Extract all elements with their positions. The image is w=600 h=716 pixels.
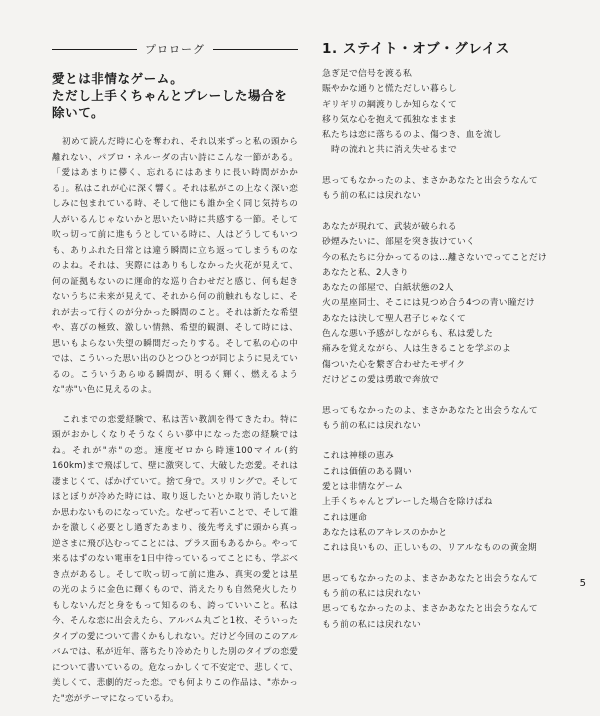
lyrics-column bbox=[322, 38, 580, 633]
prologue-paragraph: これまでの恋愛経験で、私は苦い教訓を得てきたわ。特に頭がおかしくなりそうなくらい夢中になった恋の経験ではね。それが"赤"の恋。速度ゼロから時速100マイル(約160km)まで飛ばして、壁に激突して、大破した恋愛。それは凄まじくて、ばかげていて。捨て身で。スリリングで。そしてほとぼりが冷めた時には、取り返したいとか取り消したいとか思わないものになっていた。なぜって若いことで、そして誰かを激しく必要とし過ぎたあまり、後先考えずに頭から真っ逆さまに飛び込むってことには、プラス面もあるから。やって来るはずのない電車を1日中待っているってことにも、学ぶべき点があるし。そして吹っ切って前に進み、真実の愛とは星の光のように金色に輝くもので、消えたりも自然発火したりもしないんだと身をもって知るのも、誇っていいこと。私は今、そんな恋に出会えたら、アルバム丸ごと1枚、そういったタイプの愛について書くかもしれない。だけど今回のこのアルバムでは、私が近年、落ちたり冷めたりした別のタイプの恋愛について書いているの。危なっかしくて不安定で、悲しくて、美しくて、悲劇的だった恋。でも何よりこの作品は、"赤かった"恋がテーマになっているわ。 bbox=[52, 414, 298, 704]
lyric-line: 火の星座同士、そこには見つめ合う4つの青い瞳だけ bbox=[322, 298, 535, 309]
prologue-title: プロローグ bbox=[145, 43, 205, 56]
stanza-gap bbox=[322, 205, 580, 220]
prologue-paragraph: 初めて読んだ時に心を奪われ、それ以来ずっと私の頭から離れない、パブロ・ネルーダの古い詩にこんな一節がある。「愛はあまりに儚く、忘れるにはあまりに長い時間がかかる」。私はこれが心に深く響く。それは私がこの上なく深い恋しみに包まれている時、そして他にも誰か全く同じ気持ちの人がいるんじゃないかと思いたい時に共感する一節。そして吹っ切って前に進もうとしている時に、人はどうしてもいつも、ありふれた日常とは違う瞬間に立ち返ってしまうものなのよね。それは、実際にはありもしなかった火花が見えて、何の証拠もないのに運命的な巡り合わせだと感じ、何も起きないうちに未来が見えて、それから何の前触れもなしに、それが去って行くのが分かった瞬間のこと。それは新たな希望や、喜びの極致、激しい情熱、希望的観測、そして時には、思いもよらない失望の瞬間だったりする。そして私の心の中では、こういった思い出のひとつひとつが同じように見えているの。こういうあらゆる瞬間が、明るく輝く、燃えるような"赤"い色に見えるのよ。 bbox=[52, 137, 298, 395]
lyric-line: 思ってもなかったのよ、まさかあなたと出会うなんて bbox=[322, 176, 538, 187]
heading-rule-right bbox=[213, 49, 298, 50]
lyric-line: あなたと私、2人きり bbox=[322, 267, 409, 278]
lyric-line: 私たちは恋に落ちるのよ、傷つき、血を流し bbox=[322, 130, 502, 141]
lyric-line: ギリギリの綱渡りしか知らなくて bbox=[322, 99, 457, 110]
lyric-line: あなたが現れて、武装が破られる bbox=[322, 221, 457, 232]
lyric-line: 傷ついた心を繋ぎ合わせたモザイク bbox=[322, 359, 466, 370]
heading-rule-left bbox=[52, 49, 137, 50]
lyric-line: 愛とは非情なゲーム bbox=[322, 482, 403, 493]
lyric-line: 移り気な心を抱えて孤独なままま bbox=[322, 114, 457, 125]
lyric-line: 思ってもなかったのよ、まさかあなたと出会うなんて bbox=[322, 405, 538, 416]
lyric-line: 急ぎ足で信号を渡る私 bbox=[322, 69, 412, 79]
stanza-gap bbox=[322, 159, 580, 174]
lyric-line: あなたは決して聖人君子じゃなくて bbox=[322, 313, 466, 324]
lyric-line: 時の流れと共に消え失せるまで bbox=[322, 145, 457, 156]
lyric-line: あなたの部屋で、白紙状態の2人 bbox=[322, 283, 454, 294]
song-title: 1. ステイト・オブ・グレイス bbox=[322, 41, 510, 57]
lyric-line: 思ってもなかったのよ、まさかあなたと出会うなんて bbox=[322, 573, 538, 584]
lyrics-body bbox=[322, 67, 580, 633]
lyric-line: 思ってもなかったのよ、まさかあなたと出会うなんて bbox=[322, 604, 538, 615]
prologue-lead bbox=[52, 70, 298, 121]
lyric-line: これは価値のある闘い bbox=[322, 466, 412, 477]
lyric-line: これは運命 bbox=[322, 512, 367, 523]
stanza-gap bbox=[322, 557, 580, 572]
lyric-line: だけどこの愛は勇敢で奔放で bbox=[322, 374, 439, 385]
lyric-line: もう前の私には戻れない bbox=[322, 191, 421, 202]
lyric-line: もう前の私には戻れない bbox=[322, 420, 421, 431]
lyric-line: 痛みを覚えながら、人は生きることを学ぶのよ bbox=[322, 344, 511, 355]
lyric-line: もう前の私には戻れない bbox=[322, 619, 421, 630]
page-number: 5 bbox=[579, 578, 586, 589]
lyric-line: あなたは私のアキレスのかかと bbox=[322, 527, 448, 538]
lyric-line: 上手くちゃんとプレーした場合を除けばね bbox=[322, 497, 493, 508]
lyric-line: 砂煙みたいに、部屋を突き抜けていく bbox=[322, 237, 475, 248]
stanza-gap bbox=[322, 388, 580, 403]
stanza-gap bbox=[322, 434, 580, 449]
lyric-line: これは良いもの、正しいもの、リアルなものの黄金期 bbox=[322, 543, 537, 554]
lead-line: 愛とは非情なゲーム。 bbox=[52, 71, 184, 86]
prologue-column bbox=[52, 38, 298, 716]
lyric-line: もう前の私には戻れない bbox=[322, 589, 421, 600]
lyric-line: これは神様の恵み bbox=[322, 451, 394, 462]
lyric-line: 色んな悪い予感がしながらも、私は愛した bbox=[322, 329, 493, 340]
prologue-heading bbox=[52, 38, 298, 60]
lyric-line: 今の私たちに分かってるのは…離さないでってことだけ bbox=[322, 252, 547, 263]
lead-line: ただし上手くちゃんとプレーした場合を除いて。 bbox=[52, 88, 288, 120]
lyric-line: 賑やかな通りと慌ただしい暮らし bbox=[322, 84, 457, 95]
